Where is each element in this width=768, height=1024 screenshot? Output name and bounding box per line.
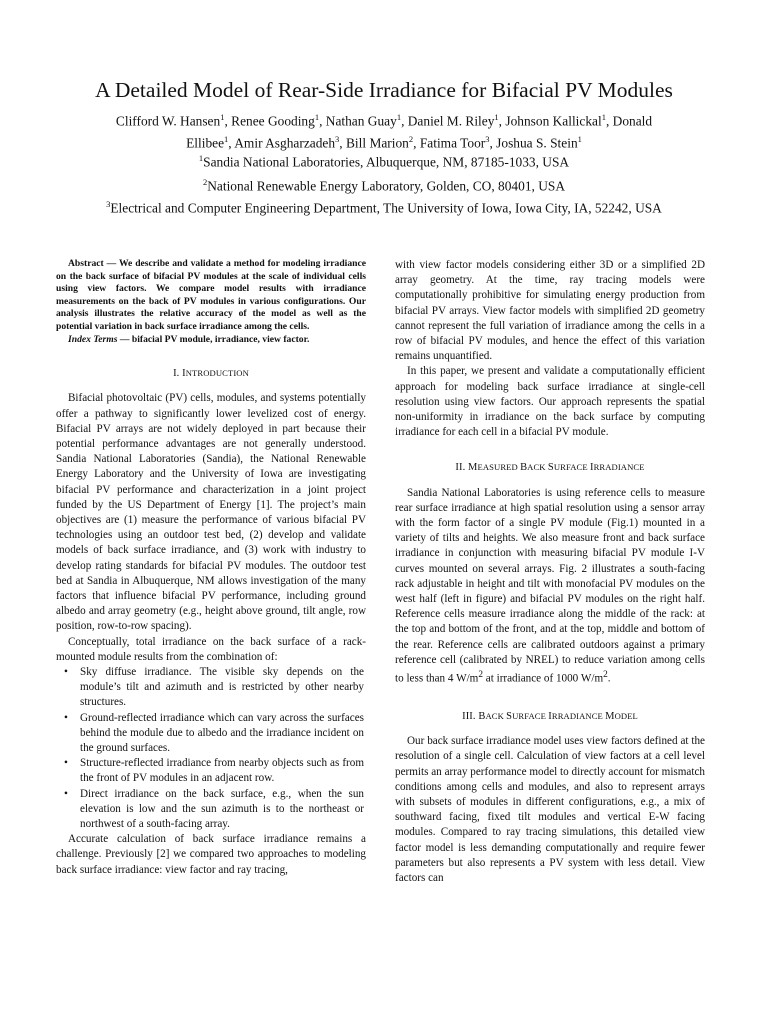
section-number: III. [462,711,479,722]
author-name: Bill Marion [346,135,409,151]
affiliation-text: Sandia National Laboratories, Albuquerque, NM, 87185-1033, USA [203,154,570,170]
list-item [56,665,366,711]
author-separator: , [498,113,506,129]
intro-paragraph-3-continued: with view factor models considering either 3D or a simplified 2D array geometry. At the time, ray tracing models were computationally prohibitive for simulating energy production from bifacial PV arrays. View factor models with simplified 2D geometry cannot represent the full variation of irradiance among the cells in a row of bifacial PV modules, and hence the effect of this variation remains unquantified. [395,259,705,363]
section-heading-initial: I [548,711,552,722]
author-name: Nathan Guay [325,113,397,129]
author-separator: , [228,135,235,151]
affiliation-3 [30,195,738,217]
list-item-text: Structure-reflected irradiance from nearby objects such as from the front of PV modules in an adjacent row. [80,757,364,785]
list-item [56,756,366,786]
author-affiliation-mark: 2 [408,134,414,145]
section-heading-initial: B [520,462,528,474]
paragraph-text: at irradiance of 1000 W/m [482,672,604,685]
section-heading-rest: RRADIANCE [551,711,606,721]
irradiance-components-list [56,665,366,832]
author-name: Johnson Kallickal [505,113,602,129]
section-heading-rest: URFACE [553,462,590,473]
index-terms-text: — bifacial PV module, irradiance, view factor. [117,333,310,345]
section-heading-initial: I [182,368,186,380]
section-heading-rest: EASURED [477,462,521,473]
author-name: Donald [612,113,653,129]
right-column [395,258,705,886]
section-heading-measured-back-surface-irradiance [395,460,705,475]
list-item [56,787,366,833]
affiliation-text: National Renewable Energy Laboratory, Golden, CO, 80401, USA [207,178,565,194]
section-heading-rest: RRADIANCE [593,462,645,473]
model-paragraph-1: Our back surface irradiance model uses view factors defined at the resolution of a single cell. Calculation of view factors at a cell level permits an array performance model to directly account for mismatch conditions among cells and modules, and also to represent arrays with subsets of modules in different configurations, e.g., a mix of southward facing, fixed tilt modules and vertical E-W facing modules. Compared to ray tracing simulations, this detailed view factor model is less demanding computationally and require fewer parameters but also represents a PV system with less detail. View factors can [395,735,705,885]
list-item-text: Ground-reflected irradiance which can vary across the surfaces behind the module due to albedo and the irradiance incident on the ground surfaces. [80,711,364,755]
measured-paragraph-1 [395,486,705,687]
paper-title: A Detailed Model of Rear-Side Irradiance for Bifacial PV Modules [95,78,673,102]
section-heading-rest: ACK [485,711,507,721]
paragraph-text: . [607,672,611,685]
bullet-marker: • [64,757,68,770]
author-name: Joshua S. Stein [496,135,578,151]
author-line-1 [60,108,708,130]
section-heading-rest: ACK [527,462,548,473]
author-affiliation-mark: 1 [224,134,229,145]
author-affiliation-mark: 1 [494,112,499,122]
section-heading-back-surface-irradiance-model [395,709,705,724]
section-heading-rest: URFACE [512,711,549,721]
author-separator: , [224,113,232,129]
bullet-marker: • [64,711,68,724]
author-separator: , [413,135,420,151]
author-separator: , [319,113,326,129]
section-heading-initial: I [589,462,594,474]
intro-paragraph-3: Accurate calculation of back surface irradiance remains a challenge. Previously [2] we compared two approaches to modeling back surface irradiance: view factor and ray tracing, [56,833,366,876]
author-name: Clifford W. Hansen [115,113,221,129]
author-list [60,108,708,153]
affiliation-mark: 1 [198,153,204,163]
section-heading-rest: ODEL [614,711,638,721]
affiliation-1 [30,149,738,171]
list-item-text: Sky diffuse irradiance. The visible sky depends on the module’s tilt and azimuth and is restricted by other nearby structures. [80,666,364,709]
index-terms-label: Index Terms [68,333,118,345]
section-number: I. [173,368,183,380]
section-heading-rest: NTRODUCTION [185,368,249,379]
author-affiliation-mark: 1 [577,134,582,145]
intro-paragraph-2: Conceptually, total irradiance on the back surface of a rack-mounted module results from the combination of: [56,635,366,663]
affiliation-mark: 3 [106,199,111,209]
author-name: Amir Asgharzadeh [234,135,336,151]
left-column [56,258,366,878]
affiliation-2 [30,173,738,195]
list-item-text: Direct irradiance on the back surface, e.g., when the sun elevation is low and the sun azimuth is to the northeast or northwest of a south-facing array. [80,787,364,831]
author-separator: , [605,113,613,129]
author-affiliation-mark: 3 [485,134,490,145]
author-affiliation-mark: 3 [335,134,340,145]
list-item [56,711,366,757]
section-number: II. [455,462,469,474]
index-terms [56,334,366,347]
paragraph-text: Sandia National Laboratories is using reference cells to measure rear surface irradiance at high spatial resolution using a sensor array with the form factor of a single PV module (Fig.1) mounted in a variety of tilts and heights. We also measure front and back surface irradiance in conjunction with measuring bifacial PV module I-V curves mounted on several arrays. Fig. 2 illustrates a south-facing rack adjustable in height and tilt with monofacial PV modules on the west half (left in figure) and bifacial PV modules on the right half. Reference cells measure irradiance along the middle of the rack: at the top and bottom of the front, and at the top, middle and bottom of the rear. Reference cells are calibrated outdoors against a primary reference cell (calibrated by NREL) to reduce variation among cells to less than 4 W/m [395,486,705,685]
bullet-marker: • [64,666,68,679]
section-heading-initial: S [547,462,554,474]
author-affiliation-mark: 1 [601,112,606,122]
superscript: 2 [603,670,608,681]
section-heading-initial: M [605,711,615,722]
section-heading-introduction [56,366,366,381]
bullet-marker: • [64,787,68,800]
author-separator: , [401,113,408,129]
intro-paragraph-1: Bifacial photovoltaic (PV) cells, modules, and systems potentially offer a pathway to significantly lower levelized cost of energy. Bifacial PV arrays are not widely deployed in part because their potential performance advantages are not generally understood. Sandia National Laboratories (Sandia), the National Renewable Energy Laboratory and the University of Iowa are investigating bifacial PV performance and characterization in a joint project funded by the US Department of Energy [1]. The project’s main objectives are (1) measure the performance of various bifacial PV technologies using an outdoor test bed, (2) develop and validate models of back surface irradiance, and (3) work with industry to develop rating standards for bifacial PV modules. The outdoor test bed at Sandia in Albuquerque, NM allows investigation of the many factors that influence bifacial PV performance, including ground albedo and array geometry (e.g., height above ground, tilt angle, row position, row-to-row spacing). [56,392,366,633]
author-name: Renee Gooding [231,113,315,129]
section-heading-initial: S [506,711,513,722]
superscript: 2 [478,670,483,681]
author-affiliation-mark: 1 [220,112,225,122]
intro-paragraph-4: In this paper, we present and validate a computationally efficient approach for modeling back surface irradiance at single-cell resolution using view factors. Our approach represents the spatial non-uniformity in irradiance on the back surface by computing irradiance for each cell in a bifacial PV module. [395,365,705,439]
author-affiliation-mark: 1 [314,112,320,122]
author-name: Fatima Toor [419,135,486,151]
author-name: Ellibee [186,135,225,151]
author-separator: , [489,135,497,151]
abstract: Abstract — We describe and validate a method for modeling irradiance on the back surface of bifacial PV modules at the scale of individual cells using view factors. We compare model results with irradiance measurements on the back of PV modules in various configurations. Our analysis illustrates the relative accuracy of the model as well as the potential variation in back surface irradiance among the cells. [56,258,366,332]
author-affiliation-mark: 1 [396,112,402,122]
section-heading-initial: B [478,711,486,722]
affiliation-text: Electrical and Computer Engineering Department, The University of Iowa, Iowa City, IA, 52242, USA [110,200,662,216]
author-name: Daniel M. Riley [407,113,495,129]
affiliation-mark: 2 [203,177,208,187]
author-separator: , [339,135,346,151]
section-heading-initial: M [468,462,478,474]
